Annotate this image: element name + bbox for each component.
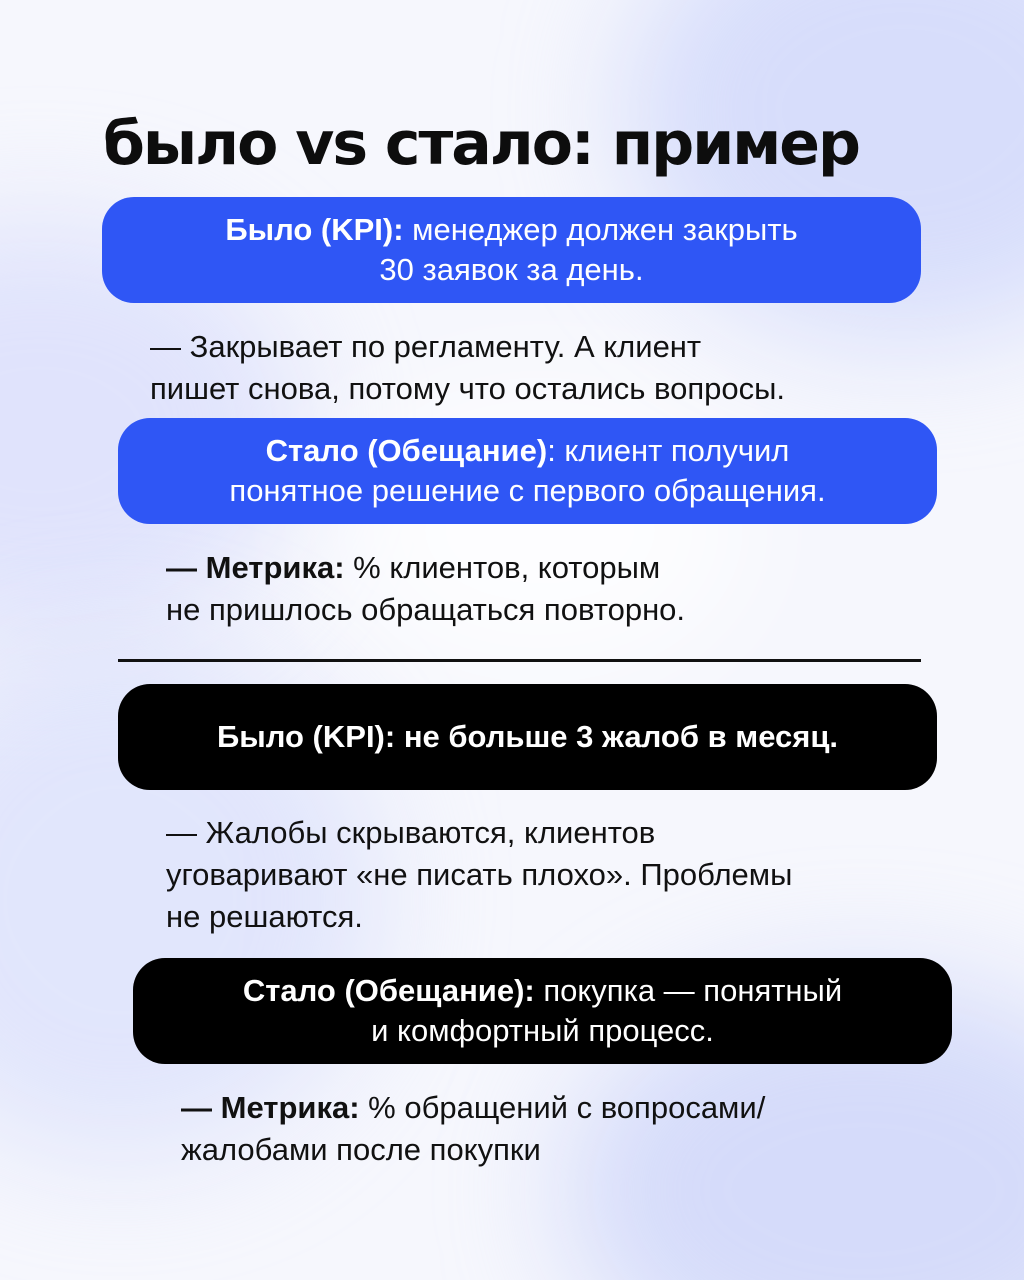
kpi-before-card-1	[102, 197, 921, 303]
note-line: — Жалобы скрываются, клиентов	[166, 815, 656, 850]
kpi-before-label: Было (KPI):	[225, 212, 404, 247]
promise-after-card-2	[133, 958, 952, 1064]
note-dash: —	[166, 550, 206, 585]
note-line: — Закрывает по регламенту. А клиент	[150, 329, 702, 364]
kpi-before-text-1	[225, 210, 797, 290]
page-title: было vs стало: пример	[103, 109, 859, 179]
promise-after-label: Стало (Обещание):	[242, 973, 535, 1008]
promise-after-card-1	[118, 418, 937, 524]
kpi-before-line2: 30 заявок за день.	[379, 252, 644, 287]
promise-after-label: Стало (Обещание)	[265, 433, 548, 468]
kpi-before-line1: менеджер должен закрыть	[403, 212, 798, 247]
kpi-before-text-2	[217, 717, 838, 757]
note-line: жалобами после покупки	[181, 1132, 541, 1167]
kpi-before-note-2	[166, 812, 792, 938]
metric-label: Метрика:	[220, 1090, 360, 1125]
note-line: не решаются.	[166, 899, 363, 934]
kpi-before-note-1	[150, 326, 785, 410]
note-line: % клиентов, которым	[344, 550, 661, 585]
promise-after-line2: понятное решение с первого обращения.	[229, 473, 826, 508]
note-line: не пришлось обращаться повторно.	[166, 592, 686, 627]
note-line: пишет снова, потому что остались вопросы.	[150, 371, 786, 406]
metric-note-1	[166, 547, 685, 631]
kpi-before-label: Было (KPI):	[216, 719, 396, 754]
promise-after-text-2	[243, 971, 842, 1051]
note-line: уговаривают «не писать плохо». Проблемы	[166, 857, 793, 892]
metric-label: Метрика:	[205, 550, 345, 585]
note-line: % обращений с вопросами/	[359, 1090, 766, 1125]
kpi-before-card-2	[118, 684, 937, 790]
promise-after-line2: и комфортный процесс.	[371, 1013, 714, 1048]
section-divider	[118, 659, 921, 662]
note-dash: —	[181, 1090, 221, 1125]
metric-note-2	[181, 1087, 765, 1171]
promise-after-text-1	[229, 431, 825, 511]
kpi-before-line1: не больше 3 жалоб в месяц.	[395, 719, 839, 754]
promise-after-line1: : клиент получил	[547, 433, 790, 468]
promise-after-line1: покупка — понятный	[534, 973, 843, 1008]
